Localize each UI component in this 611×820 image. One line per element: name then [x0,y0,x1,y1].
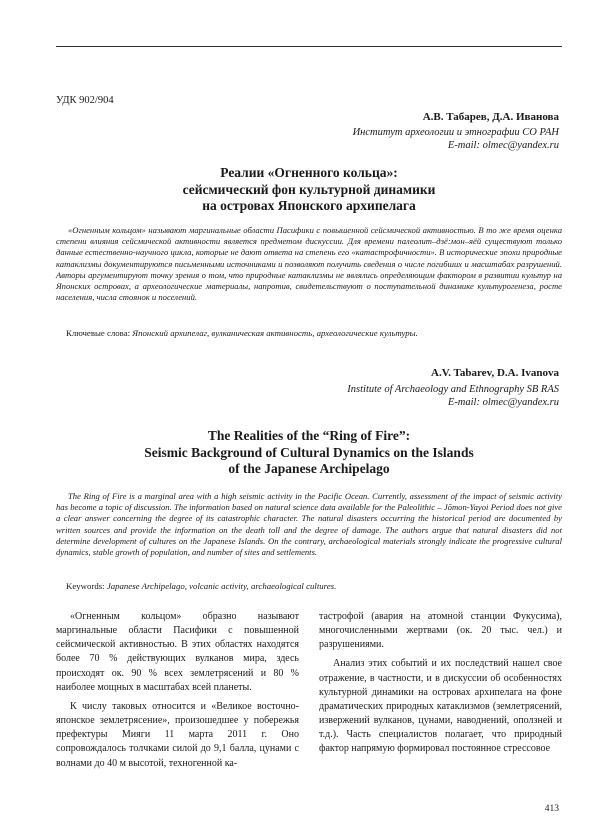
title-ru [56,165,562,215]
keywords-en [66,581,336,591]
page-number: 413 [544,804,559,814]
body-paragraph: Анализ этих событий и их последствий нашел свое отражение, в частности, и в дискуссии об особенностях культурной динамики на островах архипелага на фоне драматических природных катаклизмов (землетрясений, извержений вулканов, цунами, наводнений, оползней и т.д.). Часть специалистов полагает, что природный фактор напрямую формировал постоянное стрессовое [319,658,562,755]
title-en [56,428,562,478]
affiliation-en [347,383,559,409]
authors-ru: А.В. Табарев, Д.А. Иванова [422,111,559,123]
title-ru-line: Реалии «Огненного кольца»: [220,165,398,180]
title-en-line: Seismic Background of Cultural Dynamics on the Islands [144,444,474,460]
abstract-en: The Ring of Fire is a marginal area with a high seismic activity in the Pacific Ocean. Currently, assessment of the impact of seismic activity has become a topic of discussion. The information based on natural science data available for the Paleolithic – Jōmon-Yayoi Period does not give a clear answer concerning the degree of its catastrophic character. The natural disasters occurring the historical period are documented by written sources and provide the information on the death toll and the degree of damage. The authors argue that natural disasters did not determine development of cultures on the Japanese Islands. On the contrary, archaeological materials strongly indicate the progressive cultural dynamics, stable growth of population, and number of sites and settlements. [56,491,562,558]
body-paragraph-continuation: тастрофой (авария на атомной станции Фукусима), многочисленными жертвами (ок. 20 тыс. чел.) и разрушениями. [319,611,562,651]
body-column-left [56,610,299,776]
title-ru-line: на островах Японского архипелага [202,198,416,213]
header-rule [56,46,562,47]
authors-en: A.V. Tabarev, D.A. Ivanova [431,367,559,379]
abstract-ru: «Огненным кольцом» называют маргинальные области Пасифики с повышенной сейсмической активностью. В то же время оценка степени влияния сейсмической активности является предметом дискуссии. Для времени палеолит–дзё:мон–яёй существуют только данные естественно-научного цикла, которые не дают ответа на степень его «катастрофичности». В исторические эпохи природные катаклизмы документируются письменными источниками и позволяют получить сведения о числе погибших и масштабах разрушений. Авторы аргументируют точку зрения о том, что природные катаклизмы не являлись определяющим фактором в развитии культур на Японских островах, а археологические материалы, напротив, свидетельствуют о поступательной динамике культурогенеза, росте населения, числа стоянок и поселений. [56,225,562,303]
email-en: E-mail: olmec@yandex.ru [447,397,559,408]
title-ru-line: сейсмический фон культурной динамики [182,181,436,197]
body-paragraph: К числу таковых относится и «Великое восточно-японское землетрясение», произошедшее у побережья префектуры Мияги 11 марта 2011 г. Оно сопровождалось толчками силой до 9,1 балла, цунами с волнами до 40 м высотой, техногенной ка- [56,700,299,769]
title-en-line: of the Japanese Archipelago [228,461,390,476]
institute-en: Institute of Archaeology and Ethnography SB RAS [347,384,559,395]
keywords-ru-text: Японский архипелаг, вулканическая активность, археологические культуры. [132,328,418,338]
body-paragraph: «Огненным кольцом» образно называют маргинальные области Пасифики с повышенной сейсмической активностью. В этих областях находятся более 70 % действующих вулканов мира, здесь происходят ок. 90 % всех землетрясений и 80 % наиболее мощных в масштабах всей планеты. [56,611,299,693]
title-en-line: The Realities of the “Ring of Fire”: [207,428,411,443]
keywords-ru [66,328,418,338]
body-column-right [319,610,562,762]
affiliation-ru [353,126,559,152]
institute-ru: Институт археологии и этнографии СО РАН [352,127,559,138]
udk-code: УДК 902/904 [56,95,114,106]
keywords-en-label: Keywords: [66,581,105,591]
keywords-ru-label: Ключевые слова: [66,328,131,338]
email-ru: E-mail: olmec@yandex.ru [447,140,559,151]
keywords-en-text: Japanese Archipelago, volcanic activity, archaeological cultures. [106,581,337,591]
